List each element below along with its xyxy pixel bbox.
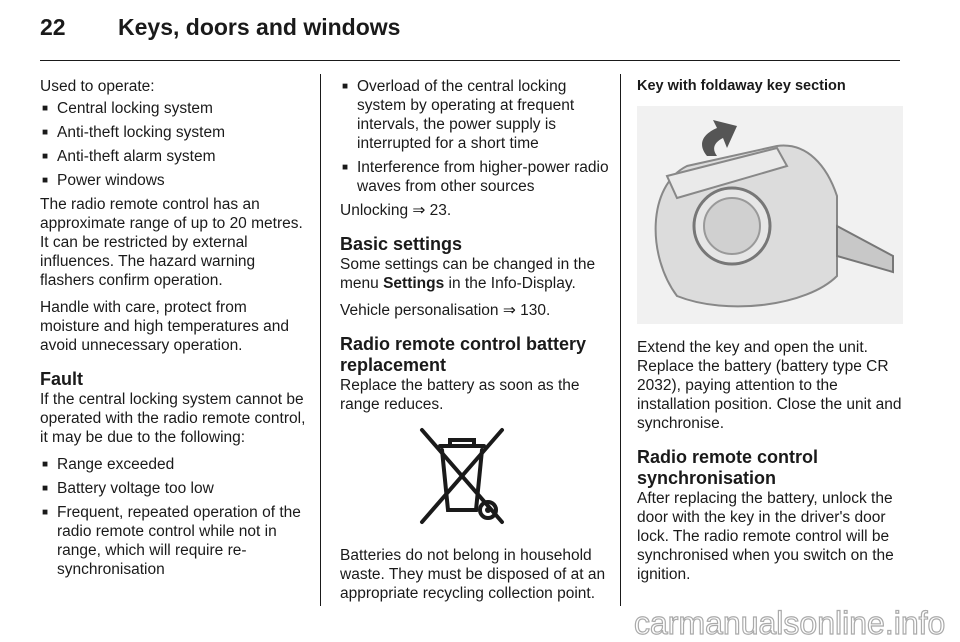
uses-list: [40, 99, 308, 190]
list-item: ■ Anti-theft alarm system: [40, 147, 308, 166]
key-battery-illustration: [637, 106, 903, 324]
list-item: ■ Battery voltage too low: [40, 479, 308, 498]
fault-heading: Fault: [40, 369, 83, 389]
column-divider-1: [320, 74, 321, 606]
sync-heading: Radio remote control synchronisation: [637, 447, 819, 488]
range-paragraph: The radio remote control has an approximate range of up to 20 metres. It can be restricted by external influences. The hazard warning flashers confirm operation.: [40, 196, 303, 289]
key-heading: Key with foldaway key section: [637, 78, 846, 94]
page-title: Keys, doors and windows: [118, 14, 401, 40]
battery-paragraph: Replace the battery as soon as the range reduces.: [340, 377, 580, 413]
column-2: [340, 77, 610, 611]
settings-menu-term: Settings: [383, 275, 445, 292]
column-divider-2: [620, 74, 621, 606]
care-paragraph: Handle with care, protect from moisture and high temperatures and avoid unnecessary operation.: [40, 299, 290, 354]
header-rule: [40, 60, 900, 61]
list-item: ■ Central locking system: [40, 99, 308, 118]
list-item: ■ Power windows: [40, 171, 308, 190]
page-number: 22: [40, 14, 66, 40]
page-header: [40, 14, 400, 54]
sync-paragraph: After replacing the battery, unlock the door with the key in the driver's door lock. The radio remote control will be synchronised when you switch on the ignition.: [637, 490, 894, 583]
column-1: [40, 77, 308, 584]
key-paragraph: Extend the key and open the unit. Replace the battery (battery type CR 2032), paying attention to the installation position. Close the unit and synchronise.: [637, 339, 902, 432]
fault-causes-list-continued: [340, 77, 610, 196]
battery-replacement-heading: Radio remote control battery replacement: [340, 334, 587, 375]
column-3: [637, 77, 907, 592]
intro-text: Used to operate:: [40, 78, 155, 95]
fault-causes-list: [40, 455, 308, 579]
personalisation-reference[interactable]: Vehicle personalisation ⇒ 130.: [340, 302, 551, 319]
crossed-bin-icon: [414, 424, 510, 528]
list-item: ■ Range exceeded: [40, 455, 308, 474]
list-item: ■ Frequent, repeated operation of the radio remote control while not in range, which will require re-synchronisation: [40, 503, 308, 579]
fault-paragraph: If the central locking system cannot be operated with the radio remote control, it may be due to the following:: [40, 391, 306, 446]
disposal-paragraph: Batteries do not belong in household waste. They must be disposed of at an appropriate recycling collection point.: [340, 547, 606, 602]
basic-settings-heading: Basic settings: [340, 234, 463, 254]
basic-settings-paragraph: Some settings can be changed in the menu Settings in the Info-Display.: [340, 256, 596, 292]
list-item: ■ Overload of the central locking system by operating at frequent intervals, the power supply is interrupted for a short time: [340, 77, 610, 153]
unlocking-reference[interactable]: Unlocking ⇒ 23.: [340, 202, 452, 219]
list-item: ■ Anti-theft locking system: [40, 123, 308, 142]
list-item: ■ Interference from higher-power radio waves from other sources: [340, 158, 610, 196]
watermark: carmanualsonline.info: [634, 605, 946, 641]
